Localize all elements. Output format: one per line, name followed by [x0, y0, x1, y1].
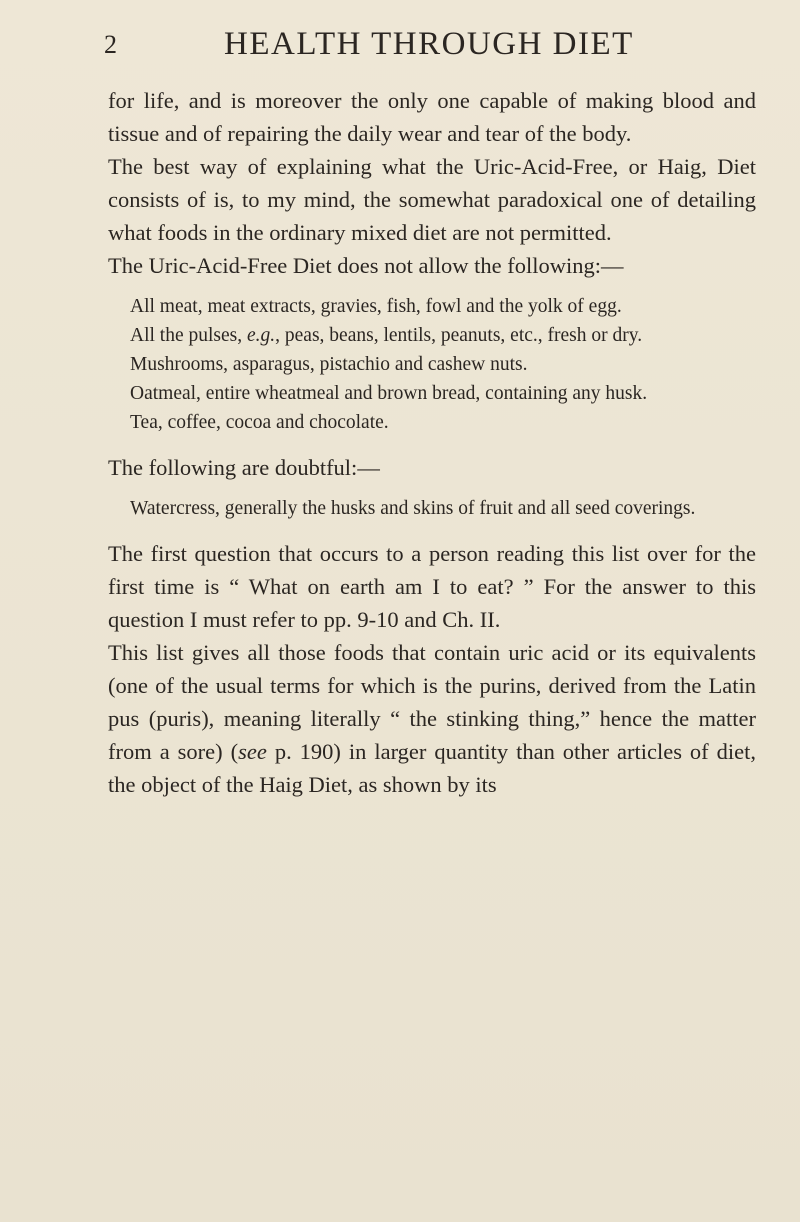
list-item-text: , peas, beans, lentils, peanuts, etc., fresh or dry. [275, 325, 643, 346]
list-item: All meat, meat extracts, gravies, fish, fowl and the yolk of egg. [130, 296, 622, 317]
list-item: Oatmeal, entire wheatmeal and brown bread, containing any husk. [130, 383, 648, 404]
paragraph-first-question: The first question that occurs to a person reading this list over for the first time is “ What on earth am I to eat? ” For the answer to this question I must refer to pp. 9-10 and Ch. II. [108, 541, 756, 632]
paragraph-text: This list gives all those foods that contain uric acid or its equivalents (one of the usual terms for which is the purins, derived from the Latin pus (puris), meaning literally “ the stinking thing,” hence the matter from a sore) ( [108, 640, 756, 764]
list-item: Tea, coffee, cocoa and chocolate. [130, 412, 389, 433]
list-item-italic-text: e.g. [247, 325, 276, 346]
list-item: Watercress, generally the husks and skins of fruit and all seed coverings. [130, 498, 696, 519]
spacer [108, 523, 756, 537]
running-title: HEALTH THROUGH DIET [224, 26, 634, 62]
paragraph-explanation: The best way of explaining what the Uric-Acid-Free, or Haig, Diet consists of is, to my mind, the somewhat paradoxical one of detailing what foods in the ordinary mixed diet are not permitted. [108, 154, 756, 245]
running-head [104, 26, 754, 70]
list-item: Mushrooms, asparagus, pistachio and cashew nuts. [130, 354, 528, 375]
paragraph-continuation: for life, and is moreover the only one capable of making blood and tissue and of repairing the daily wear and tear of the body. [108, 88, 756, 146]
body-text [108, 84, 756, 801]
spacer [108, 282, 756, 292]
paragraph-not-allowed-intro: The Uric-Acid-Free Diet does not allow the following:— [108, 253, 624, 278]
paragraph-text: p. 190) in larger quantity than other articles of diet, the object of the Haig Diet, as shown by its [108, 739, 756, 797]
page-number: 2 [104, 30, 117, 59]
doubtful-list [108, 494, 756, 523]
list-item-text: All the pulses, [130, 325, 247, 346]
spacer [108, 437, 756, 451]
not-allowed-list [108, 292, 756, 437]
paragraph-list-explanation [108, 636, 756, 801]
paragraph-doubtful-intro: The following are doubtful:— [108, 455, 380, 480]
spacer [108, 484, 756, 494]
list-item [130, 321, 756, 350]
paragraph-italic-text: see [238, 739, 267, 764]
